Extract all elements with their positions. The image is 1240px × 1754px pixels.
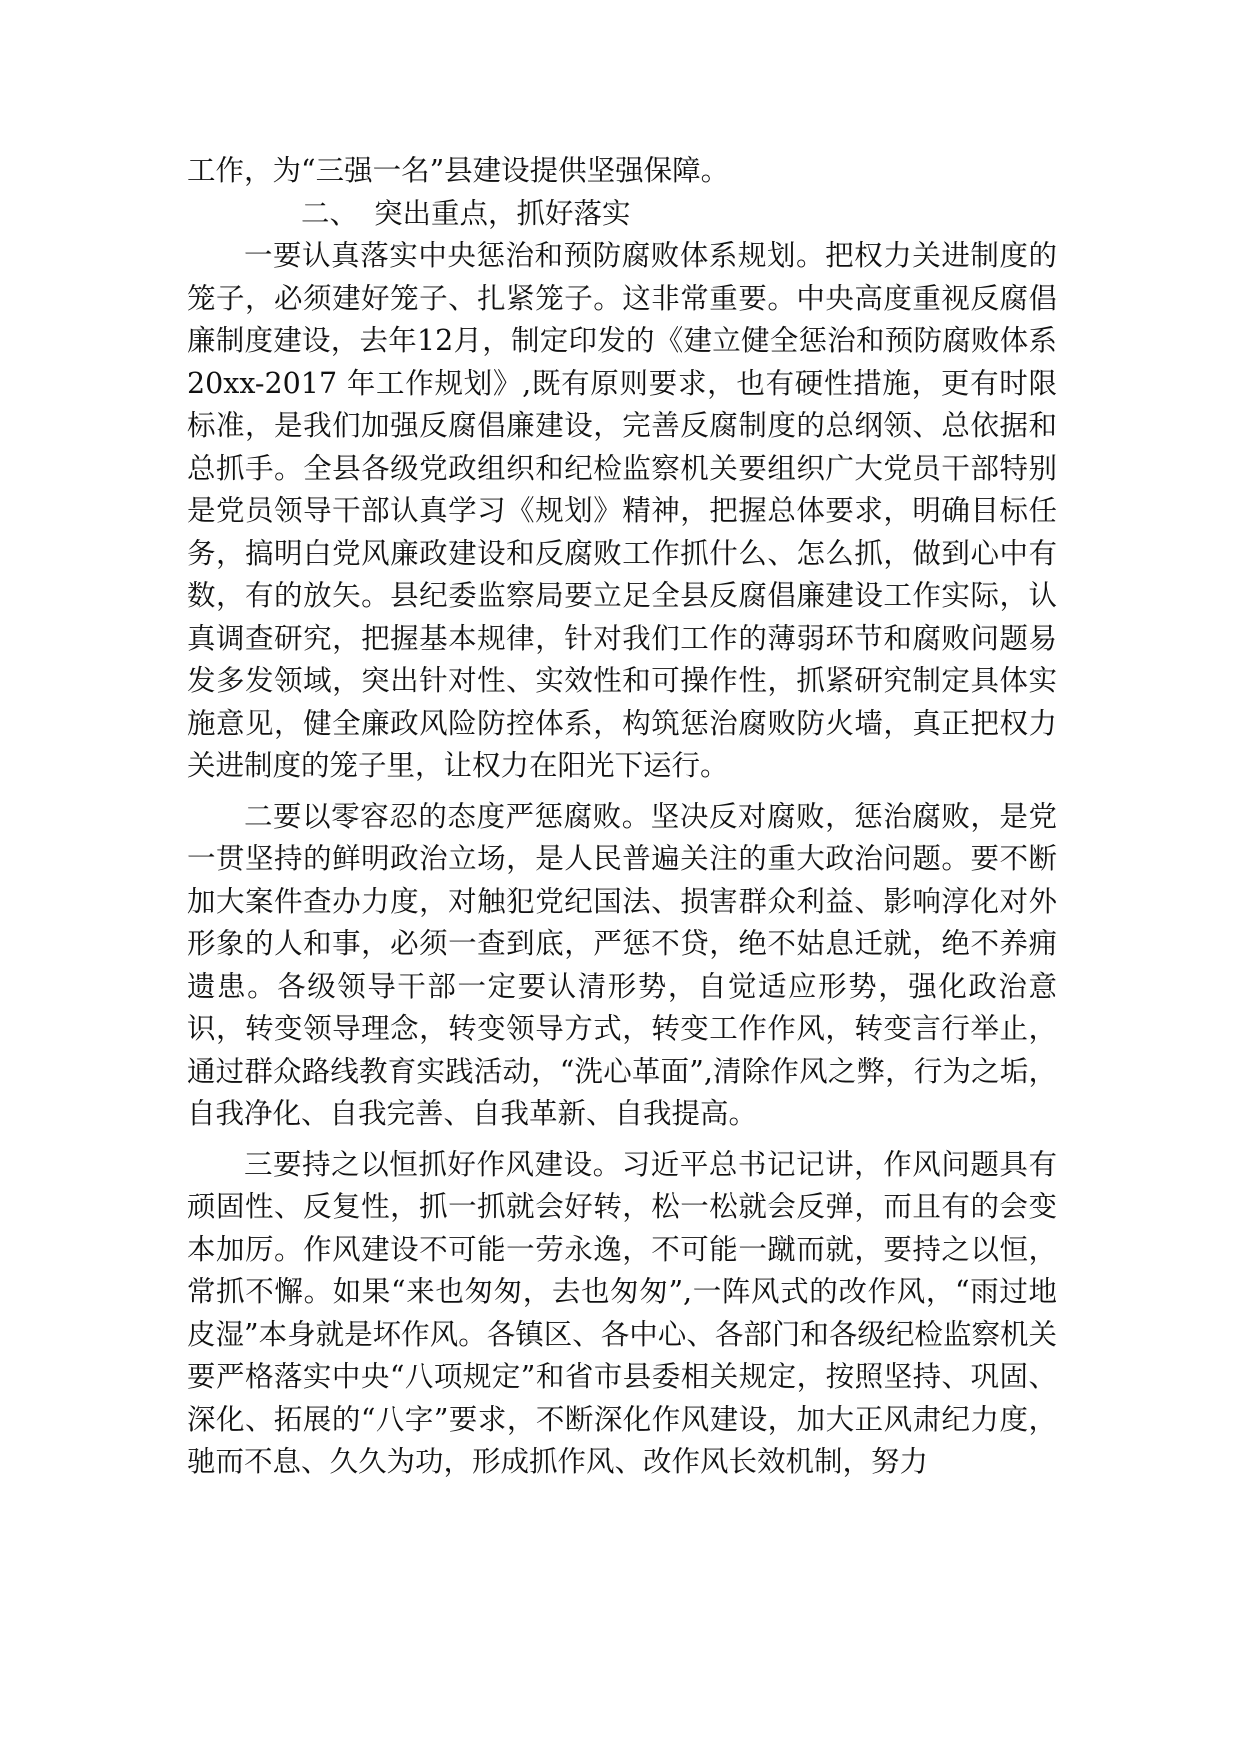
paragraph-2: 二要以零容忍的态度严惩腐败。坚决反对腐败，惩治腐败，是党一贯坚持的鲜明政治立场，是人民普遍关注的重大政治问题。要不断加大案件查办力度，对触犯党纪国法、损害群众利益、影响淳化对外形象的人和事，必须一查到底，严惩不贷，绝不姑息迁就，绝不养痈遗患。各级领导干部一定要认清形势，自觉适应形势，强化政治意识，转变领导理念，转变领导方式，转变工作作风，转变言行举止，通过群众路线教育实践活动，“洗心革面”,清除作风之弊，行为之垢，自我净化、自我完善、自我革新、自我提高。 [187,799,1057,1130]
continued-text: 工作，为“三强一名”县建设提供坚强保障。 [187,154,730,187]
document-body [187,150,1057,1484]
section-heading [187,193,1057,236]
section-number: 二、 [301,196,359,230]
section-title: 突出重点，抓好落实 [374,196,631,230]
paragraph-1: 一要认真落实中央惩治和预防腐败体系规划。把权力关进制度的笼子，必须建好笼子、扎紧笼子。这非常重要。中央高度重视反腐倡廉制度建设，去年12月，制定印发的《建立健全惩治和预防腐败体系20xx-2017 年工作规划》,既有原则要求，也有硬性措施，更有时限标准，是我们加强反腐倡廉建设，完善反腐制度的总纲领、总依据和总抓手。全县各级党政组织和纪检监察机关要组织广大党员干部特别是党员领导干部认真学习《规划》精神，把握总体要求，明确目标任务，搞明白党风廉政建设和反腐败工作抓什么、怎么抓，做到心中有数，有的放矢。县纪委监察局要立足全县反腐倡廉建设工作实际，认真调查研究，把握基本规律，针对我们工作的薄弱环节和腐败问题易发多发领域，突出针对性、实效性和可操作性，抓紧研究制定具体实施意见，健全廉政风险防控体系，构筑惩治腐败防火墙，真正把权力关进制度的笼子里，让权力在阳光下运行。 [187,239,1057,782]
paragraph-3: 三要持之以恒抓好作风建设。习近平总书记记讲，作风问题具有顽固性、反复性，抓一抓就会好转，松一松就会反弹，而且有的会变本加厉。作风建设不可能一劳永逸，不可能一蹴而就，要持之以恒，常抓不懈。如果“来也匆匆，去也匆匆”,一阵风式的改作风，“雨过地皮湿”本身就是坏作风。各镇区、各中心、各部门和各级纪检监察机关要严格落实中央“八项规定”和省市县委相关规定，按照坚持、巩固、深化、拓展的“八字”要求，不断深化作风建设，加大正风肃纪力度，驰而不息、久久为功，形成抓作风、改作风长效机制，努力 [187,1147,1057,1478]
